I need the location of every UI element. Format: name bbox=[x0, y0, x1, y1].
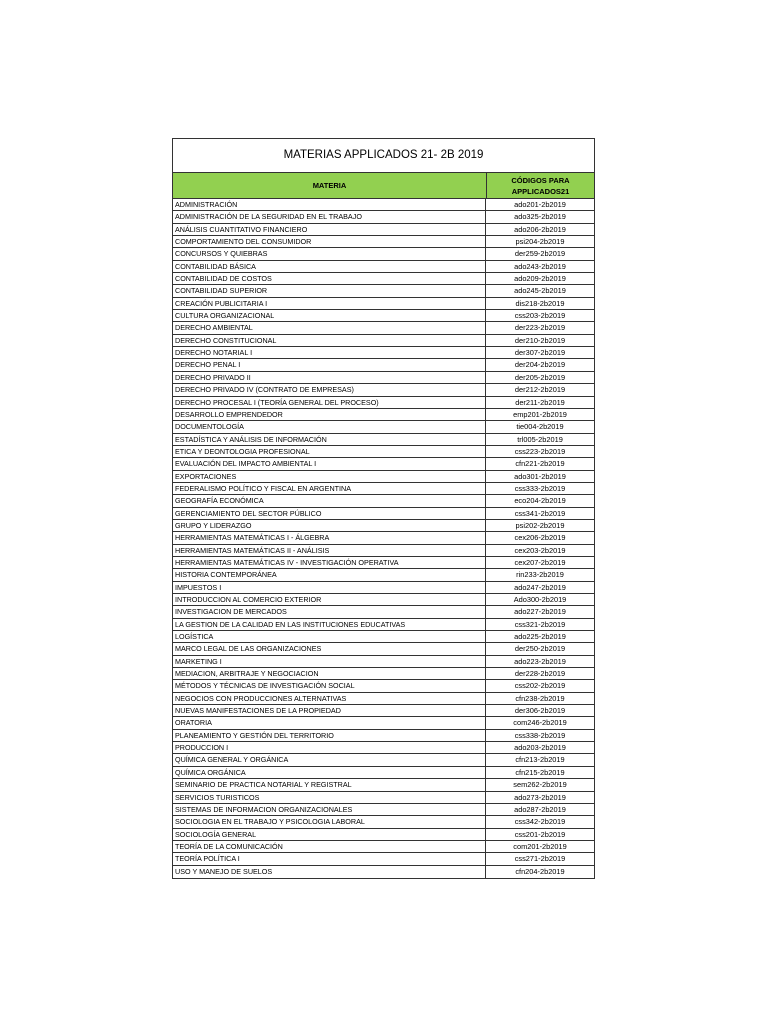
table-row bbox=[173, 631, 594, 643]
codigo-cell: css223-2b2019 bbox=[514, 446, 566, 456]
table-row bbox=[173, 446, 594, 458]
table-row bbox=[173, 606, 594, 618]
materia-cell: MÉTODOS Y TÉCNICAS DE INVESTIGACIÓN SOCIAL bbox=[173, 680, 486, 691]
table-row bbox=[173, 409, 594, 421]
codigo-cell: css202-2b2019 bbox=[514, 681, 566, 691]
codigo-cell: der223-2b2019 bbox=[514, 323, 566, 333]
materia-cell: CONTABILIDAD BÁSICA bbox=[173, 261, 486, 272]
table-row bbox=[173, 335, 594, 347]
materia-cell: GERENCIAMIENTO DEL SECTOR PÚBLICO bbox=[173, 508, 486, 519]
codigo-cell: ado287-2b2019 bbox=[514, 804, 566, 814]
codigo-cell: ado203-2b2019 bbox=[514, 743, 566, 753]
materias-table bbox=[172, 138, 595, 879]
table-row bbox=[173, 693, 594, 705]
table-row bbox=[173, 668, 594, 680]
materia-cell: ETICA Y DEONTOLOGIA PROFESIONAL bbox=[173, 446, 486, 457]
codigo-cell: css342-2b2019 bbox=[514, 817, 566, 827]
header-codigos bbox=[487, 173, 594, 198]
codigo-cell: css321-2b2019 bbox=[514, 619, 566, 629]
codigo-cell: css271-2b2019 bbox=[514, 854, 566, 864]
table-row bbox=[173, 619, 594, 631]
codigo-cell: ado209-2b2019 bbox=[514, 274, 566, 284]
codigo-cell: tie004-2b2019 bbox=[516, 422, 564, 432]
codigo-cell: der211-2b2019 bbox=[515, 397, 565, 407]
materia-cell: INTRODUCCION AL COMERCIO EXTERIOR bbox=[173, 594, 486, 605]
materia-cell: IMPUESTOS I bbox=[173, 582, 486, 593]
materia-cell: HISTORIA CONTEMPORÁNEA bbox=[173, 569, 486, 580]
codigo-cell: ado301-2b2019 bbox=[514, 471, 566, 481]
materia-cell: MARKETING I bbox=[173, 656, 486, 667]
materia-cell: HERRAMIENTAS MATEMÁTICAS I - ÁLGEBRA bbox=[173, 532, 486, 543]
table-row bbox=[173, 742, 594, 754]
materia-cell: SEMINARIO DE PRACTICA NOTARIAL Y REGISTRAL bbox=[173, 779, 486, 790]
table-row bbox=[173, 298, 594, 310]
table-title: MATERIAS APPLICADOS 21- 2B 2019 bbox=[173, 139, 594, 173]
codigo-cell: ado201-2b2019 bbox=[514, 200, 566, 209]
materia-cell: DERECHO PRIVADO IV (CONTRATO DE EMPRESAS) bbox=[173, 384, 486, 395]
materia-cell: DERECHO CONSTITUCIONAL bbox=[173, 335, 486, 346]
codigo-cell: der205-2b2019 bbox=[514, 372, 566, 382]
table-row bbox=[173, 236, 594, 248]
codigo-cell: cfn204-2b2019 bbox=[515, 866, 565, 876]
table-row bbox=[173, 520, 594, 532]
table-row bbox=[173, 829, 594, 841]
materia-cell: DERECHO PENAL I bbox=[173, 359, 486, 370]
table-row bbox=[173, 754, 594, 766]
table-row bbox=[173, 643, 594, 655]
table-row bbox=[173, 557, 594, 569]
materia-cell: MARCO LEGAL DE LAS ORGANIZACIONES bbox=[173, 643, 486, 654]
table-row bbox=[173, 384, 594, 396]
table-row bbox=[173, 434, 594, 446]
table-row bbox=[173, 545, 594, 557]
materia-cell: FEDERALISMO POLÍTICO Y FISCAL EN ARGENTINA bbox=[173, 483, 486, 494]
materia-cell: MEDIACION, ARBITRAJE Y NEGOCIACION bbox=[173, 668, 486, 679]
codigo-cell: psi202-2b2019 bbox=[515, 520, 565, 530]
codigo-cell: com201-2b2019 bbox=[513, 841, 567, 851]
materia-cell: CONTABILIDAD DE COSTOS bbox=[173, 273, 486, 284]
table-row bbox=[173, 508, 594, 520]
materia-cell: CULTURA ORGANIZACIONAL bbox=[173, 310, 486, 321]
table-row bbox=[173, 705, 594, 717]
codigo-cell: psi204-2b2019 bbox=[515, 237, 565, 247]
materia-cell: ORATORIA bbox=[173, 717, 486, 728]
table-row bbox=[173, 458, 594, 470]
materia-cell: LA GESTION DE LA CALIDAD EN LAS INSTITUCIONES EDUCATIVAS bbox=[173, 619, 486, 630]
codigo-cell: css333-2b2019 bbox=[514, 483, 566, 493]
materia-cell: QUÍMICA GENERAL Y ORGÁNICA bbox=[173, 754, 486, 765]
header-codigos-line2: APPLICADOS21 bbox=[511, 186, 570, 196]
materia-cell: DESARROLLO EMPRENDEDOR bbox=[173, 409, 486, 420]
table-row bbox=[173, 285, 594, 297]
materia-cell: USO Y MANEJO DE SUELOS bbox=[173, 866, 486, 878]
codigo-cell: ado225-2b2019 bbox=[514, 632, 566, 642]
materia-cell: DERECHO PROCESAL I (TEORÍA GENERAL DEL PROCESO) bbox=[173, 397, 486, 408]
codigo-cell: cfn238-2b2019 bbox=[515, 693, 565, 703]
materia-cell: NEGOCIOS CON PRODUCCIONES ALTERNATIVAS bbox=[173, 693, 486, 704]
codigo-cell: ado243-2b2019 bbox=[514, 261, 566, 271]
codigo-cell: der212-2b2019 bbox=[514, 385, 566, 395]
table-row bbox=[173, 841, 594, 853]
codigo-cell: der306-2b2019 bbox=[514, 706, 566, 716]
table-row bbox=[173, 730, 594, 742]
codigo-cell: css341-2b2019 bbox=[514, 508, 566, 518]
table-row bbox=[173, 421, 594, 433]
codigo-cell: cex203-2b2019 bbox=[514, 545, 566, 555]
codigo-cell: der259-2b2019 bbox=[514, 249, 566, 259]
table-row bbox=[173, 853, 594, 865]
table-row bbox=[173, 261, 594, 273]
codigo-cell: cfn221-2b2019 bbox=[515, 459, 565, 469]
table-row bbox=[173, 779, 594, 791]
materia-cell: TEORÍA POLÍTICA I bbox=[173, 853, 486, 864]
table-row bbox=[173, 273, 594, 285]
materia-cell: HERRAMIENTAS MATEMÁTICAS II - ANÁLISIS bbox=[173, 545, 486, 556]
codigo-cell: ado227-2b2019 bbox=[514, 607, 566, 617]
table-row bbox=[173, 532, 594, 544]
materia-cell: CONCURSOS Y QUIEBRAS bbox=[173, 248, 486, 259]
codigo-cell: rin233-2b2019 bbox=[516, 570, 564, 580]
table-row bbox=[173, 397, 594, 409]
codigo-cell: der204-2b2019 bbox=[514, 360, 566, 370]
materia-cell: ADMINISTRACIÓN bbox=[173, 199, 486, 210]
table-row bbox=[173, 569, 594, 581]
table-row bbox=[173, 224, 594, 236]
materia-cell: SISTEMAS DE INFORMACION ORGANIZACIONALES bbox=[173, 804, 486, 815]
codigo-cell: cfn213-2b2019 bbox=[515, 755, 565, 765]
materia-cell: GEOGRAFÍA ECONÓMICA bbox=[173, 495, 486, 506]
table-row bbox=[173, 347, 594, 359]
materia-cell: DERECHO AMBIENTAL bbox=[173, 322, 486, 333]
codigo-cell: der250-2b2019 bbox=[514, 644, 566, 654]
table-row bbox=[173, 582, 594, 594]
codigo-cell: css203-2b2019 bbox=[514, 311, 566, 321]
materia-cell: DERECHO PRIVADO II bbox=[173, 372, 486, 383]
codigo-cell: der307-2b2019 bbox=[514, 348, 566, 358]
materia-cell: EVALUACIÓN DEL IMPACTO AMBIENTAL I bbox=[173, 458, 486, 469]
table-row bbox=[173, 199, 594, 211]
codigo-cell: eco204-2b2019 bbox=[514, 496, 566, 506]
table-row bbox=[173, 866, 594, 878]
materia-cell: TEORÍA DE LA COMUNICACIÓN bbox=[173, 841, 486, 852]
codigo-cell: der228-2b2019 bbox=[514, 669, 566, 679]
codigo-cell: ado325-2b2019 bbox=[514, 212, 566, 222]
materia-cell: GRUPO Y LIDERAZGO bbox=[173, 520, 486, 531]
codigo-cell: trl005-2b2019 bbox=[517, 434, 563, 444]
table-row bbox=[173, 322, 594, 334]
table-row bbox=[173, 594, 594, 606]
materia-cell: DOCUMENTOLOGÍA bbox=[173, 421, 486, 432]
codigo-cell: dis218-2b2019 bbox=[515, 298, 565, 308]
materia-cell: QUÍMICA ORGÁNICA bbox=[173, 767, 486, 778]
table-row bbox=[173, 483, 594, 495]
materia-cell: SOCIOLOGÍA GENERAL bbox=[173, 829, 486, 840]
materia-cell: EXPORTACIONES bbox=[173, 471, 486, 482]
materia-cell: ANÁLISIS CUANTITATIVO FINANCIERO bbox=[173, 224, 486, 235]
codigo-cell: cfn215-2b2019 bbox=[515, 767, 565, 777]
table-body bbox=[173, 199, 594, 878]
table-row bbox=[173, 816, 594, 828]
materia-cell: INVESTIGACION DE MERCADOS bbox=[173, 606, 486, 617]
table-row bbox=[173, 495, 594, 507]
header-codigos-line1: CÓDIGOS PARA bbox=[511, 175, 570, 185]
codigo-cell: ado206-2b2019 bbox=[514, 224, 566, 234]
codigo-cell: ado273-2b2019 bbox=[514, 792, 566, 802]
table-row bbox=[173, 359, 594, 371]
codigo-cell: css201-2b2019 bbox=[514, 829, 566, 839]
materia-cell: SOCIOLOGIA EN EL TRABAJO Y PSICOLOGIA LABORAL bbox=[173, 816, 486, 827]
materia-cell: CONTABILIDAD SUPERIOR bbox=[173, 285, 486, 296]
table-row bbox=[173, 310, 594, 322]
table-row bbox=[173, 767, 594, 779]
table-header-row bbox=[173, 173, 594, 199]
codigo-cell: der210-2b2019 bbox=[514, 335, 566, 345]
table-row bbox=[173, 717, 594, 729]
header-materia: MATERIA bbox=[173, 173, 487, 198]
materia-cell: HERRAMIENTAS MATEMÁTICAS IV - INVESTIGACIÓN OPERATIVA bbox=[173, 557, 486, 568]
table-row bbox=[173, 471, 594, 483]
codigo-cell: ado245-2b2019 bbox=[514, 286, 566, 296]
table-row bbox=[173, 248, 594, 260]
codigo-cell: Ado300-2b2019 bbox=[513, 595, 567, 604]
table-row bbox=[173, 211, 594, 223]
table-row bbox=[173, 792, 594, 804]
codigo-cell: css338-2b2019 bbox=[514, 730, 566, 740]
codigo-cell: sem262-2b2019 bbox=[513, 780, 567, 790]
materia-cell: CREACIÓN PUBLICITARIA I bbox=[173, 298, 486, 309]
materia-cell: DERECHO NOTARIAL I bbox=[173, 347, 486, 358]
codigo-cell: ado223-2b2019 bbox=[514, 656, 566, 666]
materia-cell: COMPORTAMIENTO DEL CONSUMIDOR bbox=[173, 236, 486, 247]
codigo-cell: emp201-2b2019 bbox=[513, 409, 567, 419]
materia-cell: LOGÍSTICA bbox=[173, 631, 486, 642]
materia-cell: NUEVAS MANIFESTACIONES DE LA PROPIEDAD bbox=[173, 705, 486, 716]
materia-cell: ADMINISTRACIÓN DE LA SEGURIDAD EN EL TRABAJO bbox=[173, 211, 486, 222]
materia-cell: PLANEAMIENTO Y GESTIÓN DEL TERRITORIO bbox=[173, 730, 486, 741]
table-row bbox=[173, 372, 594, 384]
codigo-cell: cex206-2b2019 bbox=[514, 533, 566, 543]
table-row bbox=[173, 656, 594, 668]
codigo-cell: ado247-2b2019 bbox=[514, 582, 566, 592]
materia-cell: SERVICIOS TURISTICOS bbox=[173, 792, 486, 803]
table-row bbox=[173, 680, 594, 692]
codigo-cell: com246-2b2019 bbox=[513, 718, 567, 728]
table-row bbox=[173, 804, 594, 816]
codigo-cell: cex207-2b2019 bbox=[514, 557, 566, 567]
materia-cell: ESTADÍSTICA Y ANÁLISIS DE INFORMACIÓN bbox=[173, 434, 486, 445]
materia-cell: PRODUCCION I bbox=[173, 742, 486, 753]
